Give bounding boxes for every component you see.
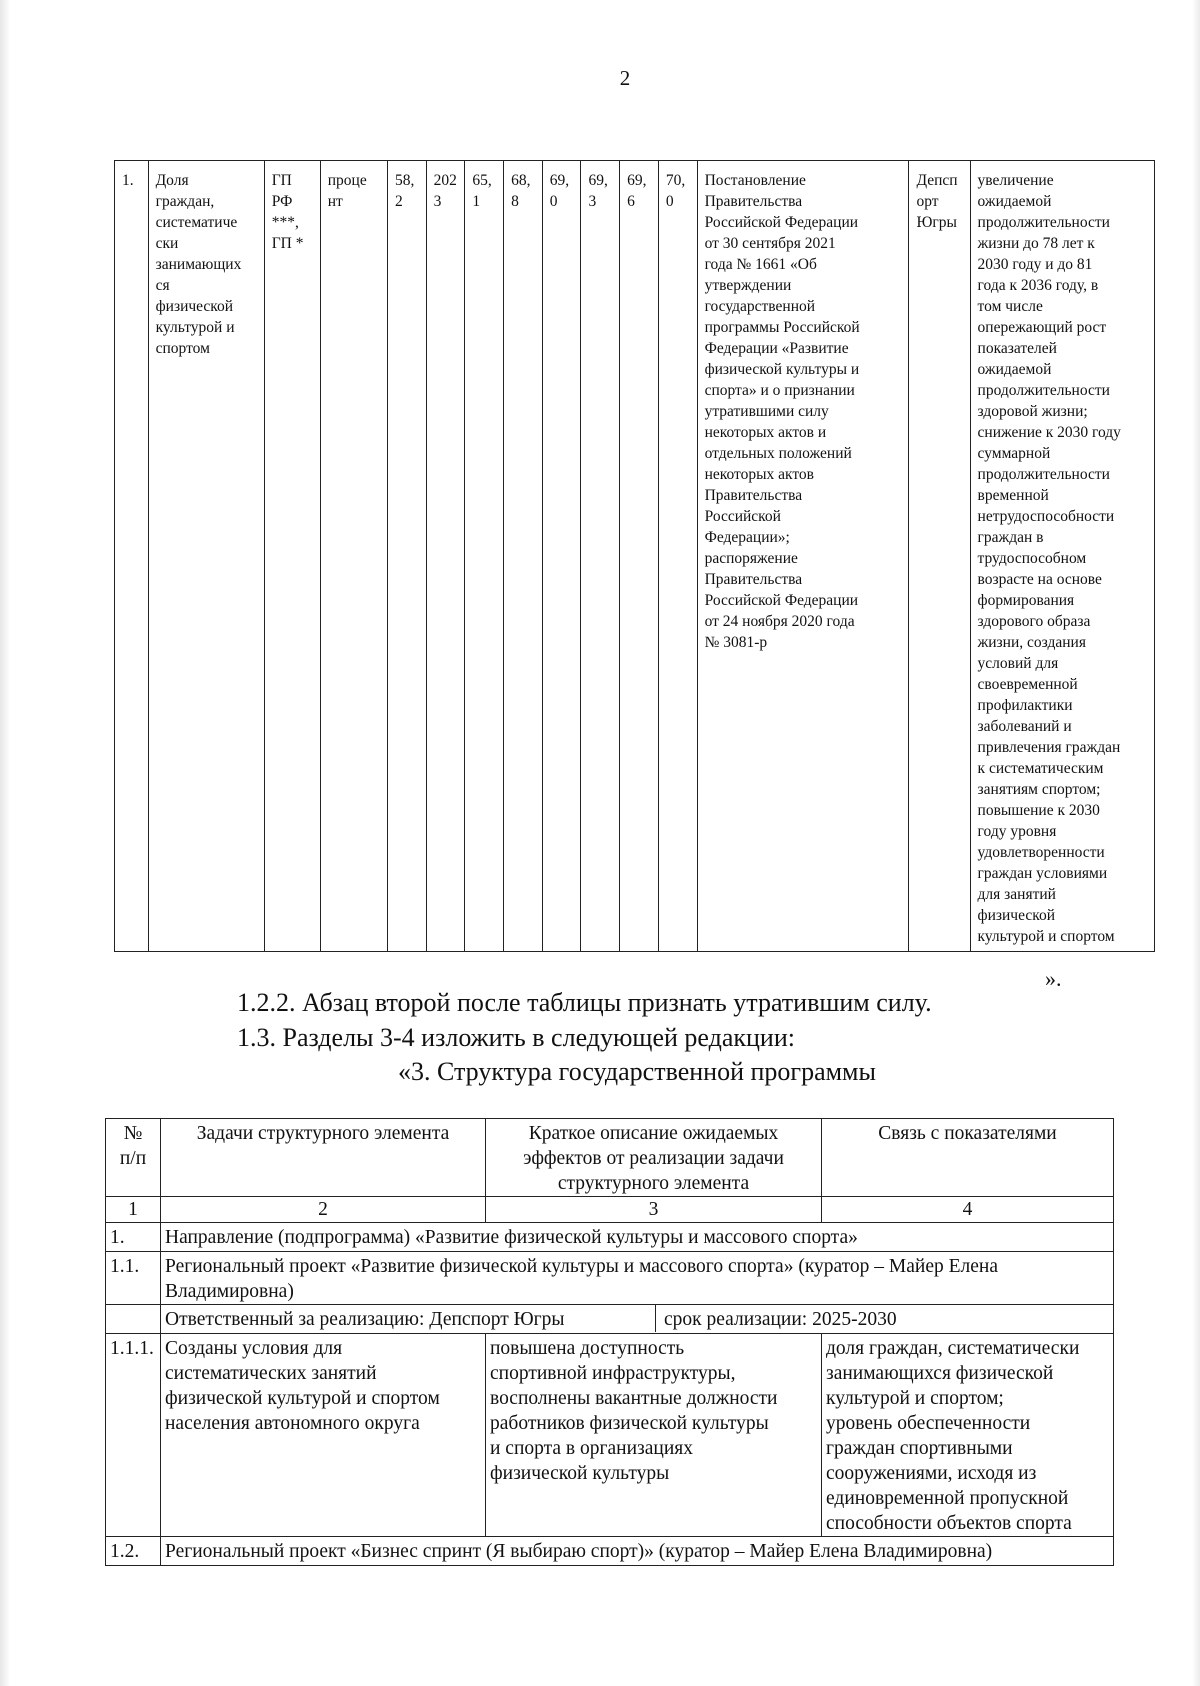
project-row xyxy=(106,1537,1114,1566)
row-number: 1. xyxy=(115,161,149,952)
task-num: 1.1.1. xyxy=(106,1334,161,1537)
column-number: 1 xyxy=(106,1197,161,1223)
indicator-goal: увеличение ожидаемой продолжительности жизни до 78 лет к 2030 году и до 81 года к 2036 году, в том числе опережающий рост показателей ожидаемой продолжительности здоровой жизни; снижение к 2030 году суммарной продолжительности временной нетрудоспособности граждан в трудоспособном возрасте на основе формирования здорового образа жизни, создания условий для своевременной профилактики заболеваний и привлечения граждан к систематическим занятиям спортом; повышение к 2030 году уровня удовлетворенности граждан условиями для занятий физической культурой и спортом xyxy=(970,161,1154,952)
project-text: Региональный проект «Развитие физической культуры и массового спорта» (куратор – Майер Елена Владимировна) xyxy=(161,1252,1114,1305)
project-text: Региональный проект «Бизнес спринт (Я выбираю спорт)» (куратор – Майер Елена Владимировна) xyxy=(161,1537,1114,1566)
structure-table xyxy=(105,1118,1114,1566)
structure-header-row xyxy=(106,1119,1114,1197)
value-2027: 69, 0 xyxy=(542,161,581,952)
indicator-row xyxy=(115,161,1155,952)
task-effects: повышена доступность спортивной инфраструктуры, восполнены вакантные должности работников физической культуры и спорта в организациях физической культуры xyxy=(486,1334,822,1537)
responsible-empty xyxy=(106,1305,161,1334)
scan-edge-left xyxy=(0,0,10,1686)
project-row xyxy=(106,1252,1114,1305)
responsible-inner xyxy=(161,1305,1113,1332)
base-value: 58, 2 xyxy=(387,161,426,952)
direction-num: 1. xyxy=(106,1223,161,1252)
project-num: 1.1. xyxy=(106,1252,161,1305)
header-effects: Краткое описание ожидаемых эффектов от реализации задачи структурного элемента xyxy=(486,1119,822,1197)
column-number: 2 xyxy=(161,1197,486,1223)
indicator-name: Доля граждан, систематиче ски занимающих ся физической культурой и спортом xyxy=(148,161,264,952)
page-number: 2 xyxy=(619,66,631,90)
header-link: Связь с показателями xyxy=(822,1119,1114,1197)
value-2026: 68, 8 xyxy=(504,161,543,952)
task-description: Созданы условия для систематических занятий физической культурой и спортом населения автономного округа xyxy=(161,1334,486,1537)
responsible-cell xyxy=(161,1305,1114,1334)
value-2030: 70, 0 xyxy=(658,161,697,952)
column-number: 4 xyxy=(822,1197,1114,1223)
closing-quote: ». xyxy=(1045,966,1062,991)
value-2028: 69, 3 xyxy=(581,161,620,952)
paragraph-1-3: 1.3. Разделы 3-4 изложить в следующей редакции: xyxy=(237,1023,795,1052)
indicator-level: ГП РФ ***, ГП * xyxy=(264,161,320,952)
header-tasks: Задачи структурного элемента xyxy=(161,1119,486,1197)
section-3-heading: «3. Структура государственной программы xyxy=(398,1057,876,1086)
task-indicators: доля граждан, систематически занимающихся физической культурой и спортом; уровень обеспеченности граждан спортивными сооружениями, исходя из единовременной пропускной способности объектов спорта xyxy=(822,1334,1114,1537)
project-num: 1.2. xyxy=(106,1537,161,1566)
value-2025: 65, 1 xyxy=(465,161,504,952)
value-2029: 69, 6 xyxy=(620,161,659,952)
responsible-label: Ответственный за реализацию: Депспорт Югры xyxy=(161,1305,656,1332)
direction-text: Направление (подпрограмма) «Развитие физической культуры и массового спорта» xyxy=(161,1223,1114,1252)
responsible-row xyxy=(106,1305,1114,1334)
column-number-row xyxy=(106,1197,1114,1223)
responsible-term: срок реализации: 2025-2030 xyxy=(664,1309,897,1330)
indicators-table xyxy=(114,160,1155,952)
base-year: 202 3 xyxy=(426,161,465,952)
indicator-document: Постановление Правительства Российской Федерации от 30 сентября 2021 года № 1661 «Об утверждении государственной программы Российской Федерации «Развитие физической культуры и спорта» и о признании утратившими силу некоторых актов и отдельных положений некоторых актов Правительства Российской Федерации»; распоряжение Правительства Российской Федерации от 24 ноября 2020 года № 3081-р xyxy=(697,161,909,952)
header-num: № п/п xyxy=(106,1119,161,1197)
indicator-unit: проце нт xyxy=(320,161,387,952)
paragraph-1-2-2: 1.2.2. Абзац второй после таблицы признать утратившим силу. xyxy=(237,988,932,1017)
column-number: 3 xyxy=(486,1197,822,1223)
task-row xyxy=(106,1334,1114,1537)
direction-row xyxy=(106,1223,1114,1252)
scan-edge-right xyxy=(1192,0,1200,1686)
indicator-responsible: Депсп орт Югры xyxy=(909,161,970,952)
